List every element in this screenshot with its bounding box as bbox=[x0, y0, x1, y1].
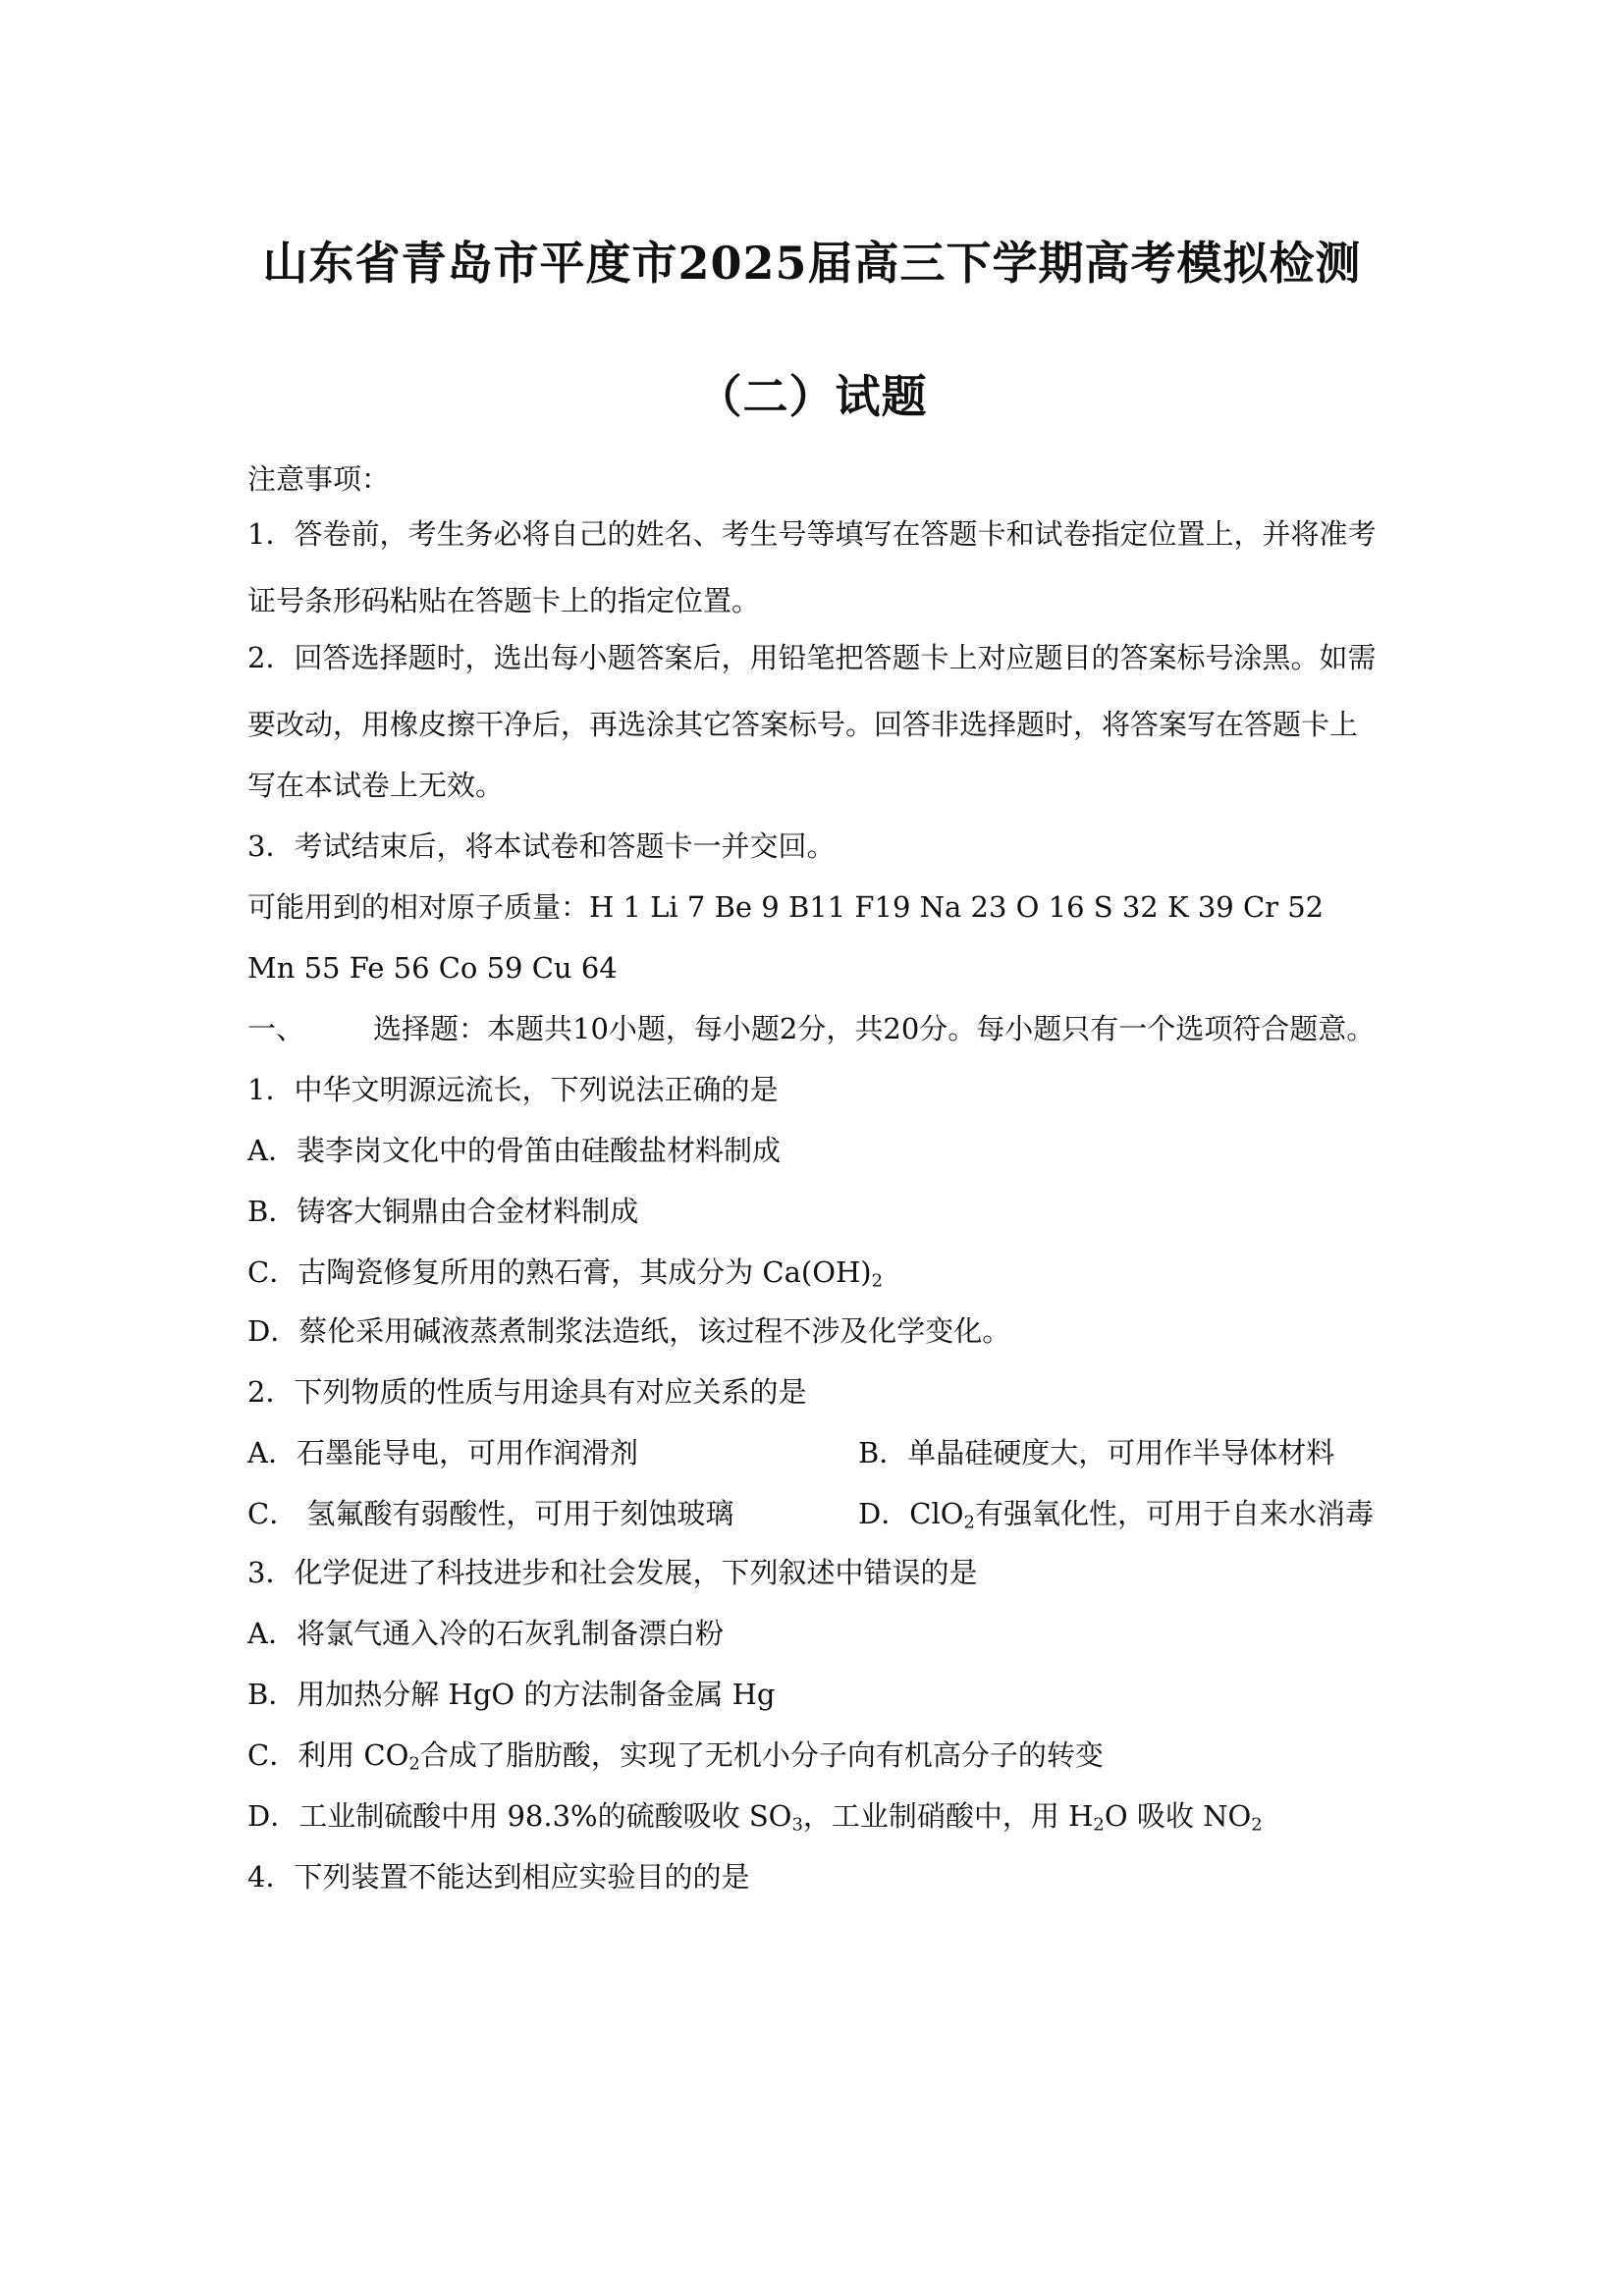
question-3-option-d bbox=[247, 1799, 1263, 1836]
notice-item-2-line-2: 要改动，用橡皮擦干净后，再选涂其它答案标号。回答非选择题时，将答案写在答题卡上 bbox=[247, 708, 1359, 741]
question-1-option-a: A．裴李岗文化中的骨笛由硅酸盐材料制成 bbox=[247, 1134, 781, 1167]
notice-item-1-line-2: 证号条形码粘贴在答题卡上的指定位置。 bbox=[247, 584, 761, 617]
question-2-stem: 2．下列物质的性质与用途具有对应关系的是 bbox=[247, 1375, 807, 1409]
page-title: 山东省青岛市平度市2025届高三下学期高考模拟检测 bbox=[262, 237, 1362, 290]
notice-item-3: 3．考试结束后，将本试卷和答题卡一并交回。 bbox=[247, 829, 836, 863]
question-3-option-c-suffix: 合成了脂肪酸，实现了无机小分子向有机高分子的转变 bbox=[419, 1738, 1104, 1772]
section-text: 选择题：本题共10小题，每小题2分，共20分。每小题只有一个选项符合题意。 bbox=[373, 1012, 1376, 1045]
notice-item-1-line-1: 1．答卷前，考生务必将自己的姓名、考生号等填写在答题卡和试卷指定位置上，并将准考 bbox=[247, 517, 1377, 551]
atomic-mass-line-2: Mn 55 Fe 56 Co 59 Cu 64 bbox=[247, 951, 618, 985]
question-3-option-d-sub-3: 2 bbox=[1251, 1814, 1263, 1836]
notice-item-2-line-3: 写在本试卷上无效。 bbox=[247, 769, 505, 802]
question-2-option-b: B．单晶硅硬度大，可用作半导体材料 bbox=[858, 1436, 1335, 1469]
question-1-option-b: B．铸客大铜鼎由合金材料制成 bbox=[247, 1195, 639, 1228]
question-3-option-a: A．将氯气通入冷的石灰乳制备漂白粉 bbox=[247, 1617, 724, 1650]
question-4-stem: 4．下列装置不能达到相应实验目的的是 bbox=[247, 1860, 750, 1894]
question-2-option-c: C． 氢氟酸有弱酸性，可用于刻蚀玻璃 bbox=[247, 1497, 734, 1530]
question-1-option-c-subscript: 2 bbox=[871, 1270, 884, 1292]
question-2-option-d-subscript: 2 bbox=[963, 1512, 975, 1533]
notice-item-2-line-1: 2．回答选择题时，选出每小题答案后，用铅笔把答题卡上对应题目的答案标号涂黑。如需 bbox=[247, 641, 1377, 674]
question-3-option-d-part-1: D．工业制硫酸中用 98.3%的硫酸吸收 SO bbox=[247, 1799, 792, 1833]
question-1-stem: 1．中华文明源远流长，下列说法正确的是 bbox=[247, 1073, 779, 1106]
question-3-option-c-text: C．利用 CO bbox=[247, 1738, 409, 1772]
question-2-option-d bbox=[858, 1497, 1374, 1533]
question-3-option-c-subscript: 2 bbox=[408, 1753, 420, 1775]
question-2-option-d-text: D．ClO bbox=[858, 1497, 964, 1530]
question-3-stem: 3．化学促进了科技进步和社会发展，下列叙述中错误的是 bbox=[247, 1556, 978, 1589]
question-1-option-c bbox=[247, 1255, 884, 1292]
question-3-option-b: B．用加热分解 HgO 的方法制备金属 Hg bbox=[247, 1678, 776, 1711]
atomic-mass-line-1: 可能用到的相对原子质量：H 1 Li 7 Be 9 B11 F19 Na 23 O 16 S 32 K 39 Cr 52 bbox=[247, 890, 1325, 924]
question-2-option-a: A．石墨能导电，可用作润滑剂 bbox=[247, 1436, 638, 1469]
notice-heading: 注意事项： bbox=[247, 462, 391, 496]
question-2-option-d-suffix: 有强氧化性，可用于自来水消毒 bbox=[974, 1497, 1374, 1530]
page-subtitle: （二）试题 bbox=[696, 370, 928, 423]
question-3-option-d-sub-1: 3 bbox=[791, 1814, 803, 1836]
section-number: 一、 bbox=[247, 1012, 305, 1045]
section-heading bbox=[247, 1012, 1376, 1045]
question-3-option-d-part-2: ，工业制硝酸中，用 H bbox=[802, 1799, 1094, 1833]
question-3-option-c bbox=[247, 1738, 1104, 1775]
question-1-option-d: D．蔡伦采用碱液蒸煮制浆法造纸，该过程不涉及化学变化。 bbox=[247, 1314, 1011, 1348]
question-3-option-d-sub-2: 2 bbox=[1093, 1814, 1105, 1836]
question-3-option-d-part-3: O 吸收 NO bbox=[1104, 1799, 1252, 1833]
question-1-option-c-text: C．古陶瓷修复所用的熟石膏，其成分为 Ca(OH) bbox=[247, 1255, 872, 1289]
